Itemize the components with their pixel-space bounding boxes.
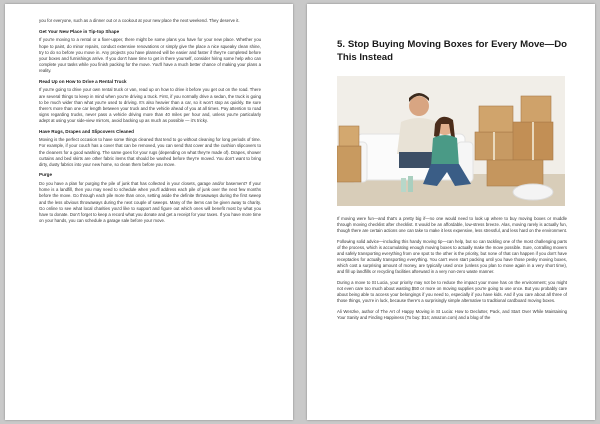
body-paragraph: Following solid advice—including this handy moving tip—can help, but so can tackling one of the most challenging parts of the process, which is accumulating enough moving boxes to actually make the move possible. Sure, corralling movers and safely transporting everything from one spot to the other is the priority, but none of that can happen if you don't have receptacles for actually transporting everything. You can't even start packing until you have those pesky moving boxes, which cost a surprising amount of money, are typically used once (unless you plan to move again in a very short time), and fill up landfills or recycling facilities afterward in a very non-zero waste manner. (337, 238, 567, 275)
couple-with-moving-boxes-photo (337, 76, 565, 206)
chapter-title: 5. Stop Buying Moving Boxes for Every Move—Do This Instead (337, 39, 567, 63)
section-body: Do you have a plan for purging the pile of junk that has collected in your closets, garage and/or basement? If your home is a landfill, then you may need to schedule when you'll address each pile of junk over the next few months before the move. Go through each pile more than once, setting aside the definite throwaways during the first sweep and the less obvious throwaways during the next couple of sweeps. Many of the items can be given away to charity. Go online to see what local charities you'd like to support and figure out which ones will benefit most by what you have to donate. Don't forget to keep a record what you donate and get a receipt for your taxes. If you have more time on your hands, you can schedule a garage sale before your move. (39, 181, 262, 223)
body-paragraph: If moving were fun—and that's a pretty big if—no one would need to look up where to buy moving boxes or muddle through moving checklist after checklist. It would be an affordable, low-stress breeze. Alas, moving rarely is actually fun, though there are certain actions one can take to make it less expensive, less stressful, and less hard on the environment. (337, 216, 568, 234)
section-body: If you're going to drive your own rental truck or van, read up on how to drive it before you get out on the road. There are several things to keep in mind when you're driving a truck. First, if you normally drive a sedan, the truck is going to be much wider than what you're used to driving. It's also heavier than a car, so it won't stop as quickly. Be sure there's more than one car length between your truck and the vehicle ahead of you at all times. Pay attention to road signs regarding trucks, never pass a vehicle driving more than 40 miles per hour and, unless you're particularly adept at using your side-view mirrors, avoid backing up as much as possible — it's tricky. (39, 87, 261, 123)
section-heading: Get Your New Place in Tip-top Shape (39, 28, 120, 34)
body-paragraph: During a move to St Lucia, your priority may not be to reduce the impact your move has on the environment; you might not even care too much about wasting $50 or more on moving supplies you're going to use once. But you probably care about being able to access your belongings if you need to, especially if you have kids. And if you care about all three of those things, you're in luck, because there's a surprisingly simple alternative to traditional cardboard moving boxes. (337, 280, 567, 304)
right-page (307, 4, 595, 420)
section-heading: Have Rugs, Drapes and Slipcovers Cleaned (39, 128, 134, 134)
intro-paragraph: you for everyone, such as a dinner out or a cookout at your new place the next weekend. They deserve it. (39, 18, 240, 23)
left-page (5, 4, 293, 420)
section-body: Moving is the perfect occasion to have some things cleaned that tend to go without cleaning for long periods of time. For example, if your couch has a cover that can be removed, you can send that cover and the cushion slipcovers to the cleaners for a good washing. The same goes for your rugs (depending on what they're made of). Drapes, shower curtains and bed skirts are other fabric items that should be washed before they're moved. You don't want to bring dirty, dusty fabrics into your new home, so clean them before you move. (39, 137, 261, 167)
body-paragraph: Ali Wenzke, author of The Art of Happy Moving in St Lucia: How to Declutter, Pack, and Start Over While Maintaining Your Sanity and Finding Happiness (To buy: $14; amazon.com) and a blog of the (337, 309, 567, 321)
section-heading: Purge (39, 172, 53, 178)
section-heading: Read Up on How to Drive a Rental Truck (39, 78, 127, 84)
section-body: If you're moving to a rental or a fixer-upper, there might be some plans you have for your new place. Whether you hope to paint, do minor repairs, conduct extensive renovations or simply give the place a nice squeaky clean shine, try to do so before you move in. Any projects you have planned will be easier and faster if they're completed before your boxes and furnishings arrive. If you don't have time to get in there yourself, consider hiring some help who can complete your tasks while you finish packing for the move. You'll have a much better chance of making your plans a reality. (39, 37, 261, 73)
